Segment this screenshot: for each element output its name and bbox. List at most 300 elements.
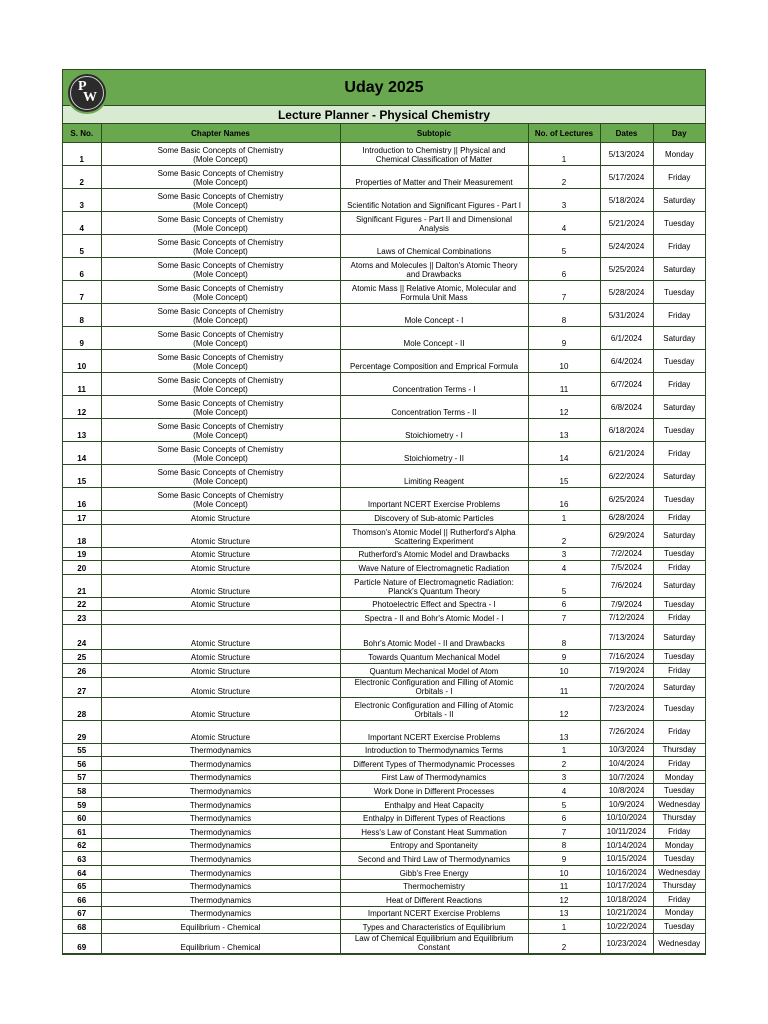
row-lectures: 16 bbox=[528, 488, 600, 511]
row-subtopic: Bohr's Atomic Model - II and Drawbacks bbox=[340, 625, 528, 650]
row-date: 10/21/2024 bbox=[600, 906, 653, 920]
row-day: Friday bbox=[653, 825, 705, 839]
row-chapter: Some Basic Concepts of Chemistry (Mole Concept) bbox=[101, 189, 340, 212]
row-date: 10/16/2024 bbox=[600, 865, 653, 879]
row-sno: 10 bbox=[63, 350, 101, 373]
row-date: 5/24/2024 bbox=[600, 235, 653, 258]
row-sno: 22 bbox=[63, 597, 101, 611]
row-subtopic: Wave Nature of Electromagnetic Radiation bbox=[340, 561, 528, 575]
row-sno: 3 bbox=[63, 189, 101, 212]
table-row bbox=[63, 784, 705, 798]
table-row bbox=[63, 825, 705, 839]
row-date: 7/16/2024 bbox=[600, 650, 653, 664]
row-lectures: 7 bbox=[528, 611, 600, 625]
row-sno: 17 bbox=[63, 511, 101, 525]
row-date: 5/21/2024 bbox=[600, 212, 653, 235]
row-subtopic: Significant Figures - Part II and Dimensional Analysis bbox=[340, 212, 528, 235]
row-date: 10/15/2024 bbox=[600, 852, 653, 866]
row-date: 6/22/2024 bbox=[600, 465, 653, 488]
row-date: 6/25/2024 bbox=[600, 488, 653, 511]
row-day: Friday bbox=[653, 757, 705, 771]
row-subtopic: Thomson's Atomic Model || Rutherford's Alpha Scattering Experiment bbox=[340, 524, 528, 547]
row-chapter: Some Basic Concepts of Chemistry (Mole Concept) bbox=[101, 304, 340, 327]
row-date: 10/23/2024 bbox=[600, 933, 653, 953]
row-sno: 27 bbox=[63, 677, 101, 697]
row-lectures: 1 bbox=[528, 743, 600, 757]
column-header-subtopic: Subtopic bbox=[340, 124, 528, 143]
table-row bbox=[63, 396, 705, 419]
row-chapter: Atomic Structure bbox=[101, 561, 340, 575]
row-chapter: Some Basic Concepts of Chemistry (Mole Concept) bbox=[101, 442, 340, 465]
column-header-dates: Dates bbox=[600, 124, 653, 143]
row-lectures: 9 bbox=[528, 852, 600, 866]
row-date: 6/8/2024 bbox=[600, 396, 653, 419]
table-row bbox=[63, 465, 705, 488]
row-lectures: 4 bbox=[528, 212, 600, 235]
row-subtopic: Atomic Mass || Relative Atomic, Molecular and Formula Unit Mass bbox=[340, 281, 528, 304]
table-row bbox=[63, 561, 705, 575]
table-row bbox=[63, 720, 705, 743]
row-chapter: Thermodynamics bbox=[101, 879, 340, 893]
row-day: Saturday bbox=[653, 189, 705, 212]
row-chapter: Atomic Structure bbox=[101, 597, 340, 611]
row-lectures: 10 bbox=[528, 663, 600, 677]
row-day: Saturday bbox=[653, 625, 705, 650]
row-sno: 59 bbox=[63, 797, 101, 811]
row-day: Thursday bbox=[653, 811, 705, 825]
row-chapter: Atomic Structure bbox=[101, 574, 340, 597]
row-chapter: Thermodynamics bbox=[101, 770, 340, 784]
row-day: Tuesday bbox=[653, 281, 705, 304]
table-row bbox=[63, 350, 705, 373]
row-chapter: Atomic Structure bbox=[101, 697, 340, 720]
row-sno: 11 bbox=[63, 373, 101, 396]
row-chapter: Atomic Structure bbox=[101, 650, 340, 664]
row-day: Tuesday bbox=[653, 784, 705, 798]
row-date: 7/13/2024 bbox=[600, 625, 653, 650]
row-subtopic: Types and Characteristics of Equilibrium bbox=[340, 920, 528, 934]
row-sno: 23 bbox=[63, 611, 101, 625]
row-day: Tuesday bbox=[653, 488, 705, 511]
row-subtopic: Important NCERT Exercise Problems bbox=[340, 488, 528, 511]
row-date: 10/14/2024 bbox=[600, 838, 653, 852]
row-lectures: 13 bbox=[528, 419, 600, 442]
row-lectures: 1 bbox=[528, 920, 600, 934]
row-subtopic: Different Types of Thermodynamic Processes bbox=[340, 757, 528, 771]
row-day: Friday bbox=[653, 561, 705, 575]
table-row bbox=[63, 574, 705, 597]
row-date: 10/18/2024 bbox=[600, 893, 653, 907]
subtitle-bar bbox=[63, 106, 705, 124]
row-sno: 4 bbox=[63, 212, 101, 235]
table-body bbox=[63, 143, 705, 954]
row-date: 5/13/2024 bbox=[600, 143, 653, 166]
row-date: 7/19/2024 bbox=[600, 663, 653, 677]
row-day: Thursday bbox=[653, 743, 705, 757]
row-sno: 55 bbox=[63, 743, 101, 757]
title-bar bbox=[63, 70, 705, 106]
table-header-row bbox=[63, 124, 705, 143]
row-subtopic: Important NCERT Exercise Problems bbox=[340, 720, 528, 743]
table-row bbox=[63, 663, 705, 677]
row-subtopic: Mole Concept - I bbox=[340, 304, 528, 327]
row-subtopic: Limiting Reagent bbox=[340, 465, 528, 488]
row-subtopic: Stoichiometry - I bbox=[340, 419, 528, 442]
row-subtopic: Second and Third Law of Thermodynamics bbox=[340, 852, 528, 866]
row-day: Monday bbox=[653, 143, 705, 166]
row-subtopic: Scientific Notation and Significant Figures - Part I bbox=[340, 189, 528, 212]
row-lectures: 4 bbox=[528, 561, 600, 575]
row-day: Tuesday bbox=[653, 650, 705, 664]
row-subtopic: Hess's Law of Constant Heat Summation bbox=[340, 825, 528, 839]
row-chapter: Thermodynamics bbox=[101, 893, 340, 907]
row-date: 5/28/2024 bbox=[600, 281, 653, 304]
row-day: Tuesday bbox=[653, 597, 705, 611]
table-row bbox=[63, 258, 705, 281]
row-sno: 16 bbox=[63, 488, 101, 511]
row-chapter: Atomic Structure bbox=[101, 677, 340, 697]
table-row bbox=[63, 143, 705, 166]
row-sno: 13 bbox=[63, 419, 101, 442]
row-day: Friday bbox=[653, 235, 705, 258]
row-date: 10/17/2024 bbox=[600, 879, 653, 893]
row-date: 10/22/2024 bbox=[600, 920, 653, 934]
row-lectures: 10 bbox=[528, 350, 600, 373]
row-chapter bbox=[101, 611, 340, 625]
row-lectures: 6 bbox=[528, 597, 600, 611]
row-subtopic: Electronic Configuration and Filling of Atomic Orbitals - II bbox=[340, 697, 528, 720]
row-lectures: 5 bbox=[528, 797, 600, 811]
row-sno: 58 bbox=[63, 784, 101, 798]
column-header-day: Day bbox=[653, 124, 705, 143]
row-date: 10/3/2024 bbox=[600, 743, 653, 757]
row-sno: 65 bbox=[63, 879, 101, 893]
row-day: Friday bbox=[653, 166, 705, 189]
row-lectures: 15 bbox=[528, 465, 600, 488]
row-subtopic: Introduction to Thermodynamics Terms bbox=[340, 743, 528, 757]
row-sno: 66 bbox=[63, 893, 101, 907]
row-sno: 12 bbox=[63, 396, 101, 419]
row-day: Monday bbox=[653, 770, 705, 784]
table-row bbox=[63, 852, 705, 866]
row-date: 7/5/2024 bbox=[600, 561, 653, 575]
table-row bbox=[63, 893, 705, 907]
lecture-planner-sheet bbox=[62, 69, 706, 955]
column-header-lectures: No. of Lectures bbox=[528, 124, 600, 143]
row-subtopic: Entropy and Spontaneity bbox=[340, 838, 528, 852]
row-date: 7/20/2024 bbox=[600, 677, 653, 697]
row-day: Saturday bbox=[653, 465, 705, 488]
row-subtopic: Towards Quantum Mechanical Model bbox=[340, 650, 528, 664]
row-chapter: Some Basic Concepts of Chemistry (Mole Concept) bbox=[101, 350, 340, 373]
row-lectures: 13 bbox=[528, 906, 600, 920]
table-row bbox=[63, 920, 705, 934]
row-sno: 24 bbox=[63, 625, 101, 650]
row-sno: 68 bbox=[63, 920, 101, 934]
row-subtopic: First Law of Thermodynamics bbox=[340, 770, 528, 784]
row-day: Tuesday bbox=[653, 419, 705, 442]
row-chapter: Thermodynamics bbox=[101, 784, 340, 798]
row-chapter: Atomic Structure bbox=[101, 547, 340, 561]
row-lectures: 7 bbox=[528, 825, 600, 839]
row-chapter: Some Basic Concepts of Chemistry (Mole Concept) bbox=[101, 419, 340, 442]
row-lectures: 4 bbox=[528, 784, 600, 798]
row-sno: 7 bbox=[63, 281, 101, 304]
row-date: 5/17/2024 bbox=[600, 166, 653, 189]
table-row bbox=[63, 524, 705, 547]
row-subtopic: Mole Concept - II bbox=[340, 327, 528, 350]
row-date: 6/29/2024 bbox=[600, 524, 653, 547]
row-chapter: Some Basic Concepts of Chemistry (Mole Concept) bbox=[101, 396, 340, 419]
table-row bbox=[63, 373, 705, 396]
row-sno: 2 bbox=[63, 166, 101, 189]
page-subtitle: Lecture Planner - Physical Chemistry bbox=[277, 107, 491, 122]
row-lectures: 3 bbox=[528, 547, 600, 561]
row-day: Tuesday bbox=[653, 697, 705, 720]
row-lectures: 12 bbox=[528, 893, 600, 907]
page-title: Uday 2025 bbox=[344, 78, 424, 96]
row-chapter: Equilibrium - Chemical bbox=[101, 920, 340, 934]
row-day: Thursday bbox=[653, 879, 705, 893]
row-day: Friday bbox=[653, 663, 705, 677]
row-lectures: 6 bbox=[528, 811, 600, 825]
row-chapter: Thermodynamics bbox=[101, 852, 340, 866]
table-row bbox=[63, 419, 705, 442]
row-chapter: Some Basic Concepts of Chemistry (Mole Concept) bbox=[101, 281, 340, 304]
row-day: Tuesday bbox=[653, 212, 705, 235]
row-sno: 29 bbox=[63, 720, 101, 743]
row-day: Tuesday bbox=[653, 547, 705, 561]
table-row bbox=[63, 677, 705, 697]
table-row bbox=[63, 697, 705, 720]
row-lectures: 10 bbox=[528, 865, 600, 879]
row-chapter: Thermodynamics bbox=[101, 811, 340, 825]
row-subtopic: Spectra - II and Bohr's Atomic Model - I bbox=[340, 611, 528, 625]
table-row bbox=[63, 797, 705, 811]
table-row bbox=[63, 811, 705, 825]
row-day: Monday bbox=[653, 838, 705, 852]
row-day: Friday bbox=[653, 611, 705, 625]
row-lectures: 5 bbox=[528, 574, 600, 597]
row-sno: 64 bbox=[63, 865, 101, 879]
table-row bbox=[63, 547, 705, 561]
row-subtopic: Important NCERT Exercise Problems bbox=[340, 906, 528, 920]
row-date: 10/4/2024 bbox=[600, 757, 653, 771]
row-chapter: Atomic Structure bbox=[101, 663, 340, 677]
pw-logo bbox=[66, 72, 108, 114]
table-row bbox=[63, 757, 705, 771]
table-row bbox=[63, 625, 705, 650]
row-sno: 62 bbox=[63, 838, 101, 852]
row-subtopic: Gibb's Free Energy bbox=[340, 865, 528, 879]
column-header-chapter: Chapter Names bbox=[101, 124, 340, 143]
table-row bbox=[63, 488, 705, 511]
row-lectures: 5 bbox=[528, 235, 600, 258]
row-lectures: 8 bbox=[528, 625, 600, 650]
row-chapter: Some Basic Concepts of Chemistry (Mole Concept) bbox=[101, 166, 340, 189]
row-date: 7/23/2024 bbox=[600, 697, 653, 720]
row-subtopic: Atoms and Molecules || Dalton's Atomic Theory and Drawbacks bbox=[340, 258, 528, 281]
row-subtopic: Particle Nature of Electromagnetic Radiation: Planck's Quantum Theory bbox=[340, 574, 528, 597]
row-chapter: Some Basic Concepts of Chemistry (Mole Concept) bbox=[101, 488, 340, 511]
row-lectures: 12 bbox=[528, 396, 600, 419]
row-subtopic: Concentration Terms - I bbox=[340, 373, 528, 396]
table-row bbox=[63, 442, 705, 465]
row-subtopic: Concentration Terms - II bbox=[340, 396, 528, 419]
row-lectures: 2 bbox=[528, 933, 600, 953]
row-sno: 67 bbox=[63, 906, 101, 920]
row-sno: 60 bbox=[63, 811, 101, 825]
row-chapter: Some Basic Concepts of Chemistry (Mole Concept) bbox=[101, 143, 340, 166]
row-sno: 63 bbox=[63, 852, 101, 866]
row-day: Wednesday bbox=[653, 797, 705, 811]
table-row bbox=[63, 650, 705, 664]
row-lectures: 14 bbox=[528, 442, 600, 465]
row-date: 6/18/2024 bbox=[600, 419, 653, 442]
row-subtopic: Heat of Different Reactions bbox=[340, 893, 528, 907]
table-row bbox=[63, 304, 705, 327]
row-chapter: Some Basic Concepts of Chemistry (Mole Concept) bbox=[101, 373, 340, 396]
row-date: 7/2/2024 bbox=[600, 547, 653, 561]
row-chapter: Thermodynamics bbox=[101, 838, 340, 852]
row-date: 10/10/2024 bbox=[600, 811, 653, 825]
table-row bbox=[63, 906, 705, 920]
row-day: Friday bbox=[653, 511, 705, 525]
row-sno: 61 bbox=[63, 825, 101, 839]
row-day: Tuesday bbox=[653, 920, 705, 934]
row-sno: 14 bbox=[63, 442, 101, 465]
table-row bbox=[63, 770, 705, 784]
row-date: 6/21/2024 bbox=[600, 442, 653, 465]
row-day: Wednesday bbox=[653, 865, 705, 879]
row-sno: 26 bbox=[63, 663, 101, 677]
row-lectures: 13 bbox=[528, 720, 600, 743]
row-lectures: 6 bbox=[528, 258, 600, 281]
row-day: Saturday bbox=[653, 677, 705, 697]
row-day: Wednesday bbox=[653, 933, 705, 953]
row-chapter: Some Basic Concepts of Chemistry (Mole Concept) bbox=[101, 235, 340, 258]
row-day: Saturday bbox=[653, 574, 705, 597]
row-subtopic: Discovery of Sub-atomic Particles bbox=[340, 511, 528, 525]
planner-table bbox=[63, 124, 705, 954]
row-lectures: 2 bbox=[528, 524, 600, 547]
row-subtopic: Rutherford's Atomic Model and Drawbacks bbox=[340, 547, 528, 561]
row-lectures: 3 bbox=[528, 770, 600, 784]
row-date: 10/9/2024 bbox=[600, 797, 653, 811]
column-header-sno: S. No. bbox=[63, 124, 101, 143]
row-date: 6/28/2024 bbox=[600, 511, 653, 525]
row-subtopic: Electronic Configuration and Filling of Atomic Orbitals - I bbox=[340, 677, 528, 697]
row-lectures: 8 bbox=[528, 838, 600, 852]
row-subtopic: Enthalpy and Heat Capacity bbox=[340, 797, 528, 811]
row-date: 7/9/2024 bbox=[600, 597, 653, 611]
row-date: 5/31/2024 bbox=[600, 304, 653, 327]
row-date: 5/18/2024 bbox=[600, 189, 653, 212]
row-sno: 69 bbox=[63, 933, 101, 953]
row-day: Saturday bbox=[653, 524, 705, 547]
row-chapter: Thermodynamics bbox=[101, 865, 340, 879]
table-row bbox=[63, 743, 705, 757]
row-lectures: 11 bbox=[528, 373, 600, 396]
table-row bbox=[63, 511, 705, 525]
row-date: 5/25/2024 bbox=[600, 258, 653, 281]
row-date: 6/1/2024 bbox=[600, 327, 653, 350]
row-lectures: 7 bbox=[528, 281, 600, 304]
row-day: Saturday bbox=[653, 258, 705, 281]
table-row bbox=[63, 879, 705, 893]
row-day: Saturday bbox=[653, 396, 705, 419]
row-subtopic: Laws of Chemical Combinations bbox=[340, 235, 528, 258]
row-lectures: 8 bbox=[528, 304, 600, 327]
row-lectures: 11 bbox=[528, 677, 600, 697]
row-chapter: Some Basic Concepts of Chemistry (Mole Concept) bbox=[101, 258, 340, 281]
row-date: 6/4/2024 bbox=[600, 350, 653, 373]
row-lectures: 12 bbox=[528, 697, 600, 720]
row-chapter: Some Basic Concepts of Chemistry (Mole Concept) bbox=[101, 327, 340, 350]
row-day: Friday bbox=[653, 304, 705, 327]
row-sno: 19 bbox=[63, 547, 101, 561]
row-chapter: Atomic Structure bbox=[101, 511, 340, 525]
row-subtopic: Introduction to Chemistry || Physical and Chemical Classification of Matter bbox=[340, 143, 528, 166]
row-sno: 8 bbox=[63, 304, 101, 327]
row-day: Friday bbox=[653, 720, 705, 743]
row-day: Friday bbox=[653, 442, 705, 465]
table-row bbox=[63, 281, 705, 304]
row-lectures: 3 bbox=[528, 189, 600, 212]
row-chapter: Atomic Structure bbox=[101, 625, 340, 650]
row-sno: 9 bbox=[63, 327, 101, 350]
table-row bbox=[63, 838, 705, 852]
row-lectures: 11 bbox=[528, 879, 600, 893]
row-date: 7/26/2024 bbox=[600, 720, 653, 743]
row-day: Friday bbox=[653, 893, 705, 907]
table-row bbox=[63, 327, 705, 350]
row-day: Monday bbox=[653, 906, 705, 920]
row-subtopic: Law of Chemical Equilibrium and Equilibrium Constant bbox=[340, 933, 528, 953]
row-day: Tuesday bbox=[653, 852, 705, 866]
pw-logo-icon: P W bbox=[70, 76, 104, 110]
row-chapter: Some Basic Concepts of Chemistry (Mole Concept) bbox=[101, 212, 340, 235]
row-chapter: Some Basic Concepts of Chemistry (Mole Concept) bbox=[101, 465, 340, 488]
table-row bbox=[63, 597, 705, 611]
row-subtopic: Thermochemistry bbox=[340, 879, 528, 893]
row-date: 10/11/2024 bbox=[600, 825, 653, 839]
row-lectures: 2 bbox=[528, 166, 600, 189]
table-row bbox=[63, 212, 705, 235]
row-day: Saturday bbox=[653, 327, 705, 350]
row-subtopic: Quantum Mechanical Model of Atom bbox=[340, 663, 528, 677]
row-chapter: Atomic Structure bbox=[101, 524, 340, 547]
row-date: 7/12/2024 bbox=[600, 611, 653, 625]
row-chapter: Atomic Structure bbox=[101, 720, 340, 743]
row-sno: 21 bbox=[63, 574, 101, 597]
row-subtopic: Stoichiometry - II bbox=[340, 442, 528, 465]
row-sno: 25 bbox=[63, 650, 101, 664]
row-sno: 56 bbox=[63, 757, 101, 771]
row-sno: 20 bbox=[63, 561, 101, 575]
row-day: Friday bbox=[653, 373, 705, 396]
row-chapter: Thermodynamics bbox=[101, 743, 340, 757]
table-row bbox=[63, 235, 705, 258]
row-chapter: Equilibrium - Chemical bbox=[101, 933, 340, 953]
row-sno: 57 bbox=[63, 770, 101, 784]
row-lectures: 2 bbox=[528, 757, 600, 771]
row-chapter: Thermodynamics bbox=[101, 825, 340, 839]
row-chapter: Thermodynamics bbox=[101, 906, 340, 920]
row-date: 10/8/2024 bbox=[600, 784, 653, 798]
row-lectures: 1 bbox=[528, 511, 600, 525]
row-subtopic: Work Done in Different Processes bbox=[340, 784, 528, 798]
